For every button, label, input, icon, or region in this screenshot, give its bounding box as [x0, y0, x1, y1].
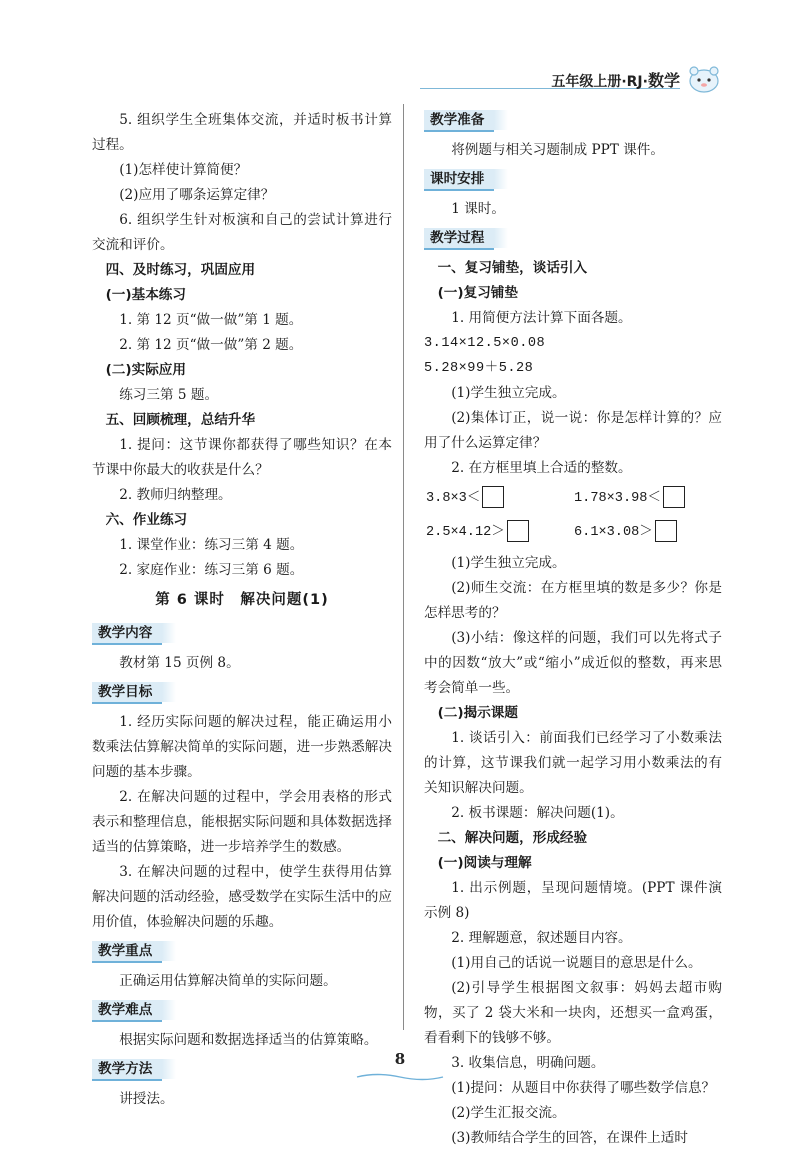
tag-label: 课时安排	[424, 169, 494, 191]
tag-label: 教学难点	[92, 1000, 162, 1022]
info-sub-1: (1)提问：从题目中你获得了哪些数学信息？	[451, 1080, 716, 1096]
schedule: 1 课时。	[451, 201, 505, 217]
review-summary: 2. 教师归纳整理。	[119, 487, 232, 503]
applied-item: 练习三第 5 题。	[119, 387, 219, 403]
section-tag-process	[424, 228, 722, 252]
left-column	[92, 108, 392, 1112]
review-step-2: (2)集体订正，说一说：你是怎样计算的？应用了什么运算定律？	[424, 410, 722, 451]
review-task-1: 1. 用简便方法计算下面各题。	[451, 310, 632, 326]
tag-label: 教学准备	[424, 110, 494, 132]
subheading-basic-practice: (一)基本练习	[105, 287, 186, 303]
answer-box[interactable]	[663, 486, 685, 508]
reading-sub-2: (2)引导学生根据图文叙事：妈妈去超市购物，买了 2 袋大米和一块肉，还想买一盒鸡蛋，看看剩下的钱够不够。	[424, 980, 722, 1046]
section-heading-1: 一、复习铺垫，谈话引入	[437, 260, 588, 276]
answer-box[interactable]	[482, 486, 504, 508]
homework-home: 2. 家庭作业：练习三第 6 题。	[119, 562, 304, 578]
goal-3: 3. 在解决问题的过程中，使学生获得用估算解决问题的活动经验，感受数学在实际生活中的应用价值，体验解决问题的乐趣。	[92, 864, 392, 930]
teaching-method: 讲授法。	[119, 1091, 174, 1107]
mascot-icon	[686, 64, 722, 94]
info-sub-3: (3)教师结合学生的回答，在课件上适时	[451, 1130, 688, 1146]
board-title: 2. 板书课题：解决问题(1)。	[451, 805, 624, 821]
section-tag-schedule	[424, 169, 722, 193]
eq-text: 3.8×3＜	[426, 491, 481, 506]
header-dot: ·	[621, 74, 627, 90]
section-tag-content	[92, 623, 392, 647]
section-heading-5: 五、回顾梳理，总结升华	[105, 412, 256, 428]
page-header	[420, 64, 732, 96]
fill-blank-eq	[574, 519, 677, 547]
blank-step-1: (1)学生独立完成。	[451, 555, 566, 571]
intro-talk: 1. 谈话引入：前面我们已经学习了小数乘法的计算，这节课我们就一起学习用小数乘法的有关知识解决问题。	[424, 730, 722, 796]
fill-blank-eq	[426, 485, 504, 513]
homework-class: 1. 课堂作业：练习三第 4 题。	[119, 537, 304, 553]
difficult-point: 根据实际问题和数据选择适当的估算策略。	[119, 1032, 378, 1048]
page-number: 8	[394, 1050, 406, 1068]
section-tag-goals	[92, 682, 392, 706]
section-heading-6: 六、作业练习	[105, 512, 188, 528]
reading-step-1: 1. 出示例题，呈现问题情境。(PPT 课件演示例 8)	[424, 880, 722, 921]
section-tag-difficult	[92, 1000, 392, 1024]
calc-expression-2: 5.28×99＋5.28	[424, 361, 534, 376]
review-task-2: 2. 在方框里填上合适的整数。	[451, 460, 632, 476]
reading-sub-1: (1)用自己的话说一说题目的意思是什么。	[451, 955, 702, 971]
eq-text: 2.5×4.12＞	[426, 525, 505, 540]
goal-2: 2. 在解决问题的过程中，学会用表格的形式表示和整理信息，能根据实际问题和具体数据选择适当的估算策略，进一步培养学生的数感。	[92, 789, 392, 855]
question-1: (1)怎样使计算简便？	[119, 162, 248, 178]
subheading-review: (一)复习铺垫	[437, 285, 518, 301]
review-step-1: (1)学生独立完成。	[451, 385, 566, 401]
practice-item-2: 2. 第 12 页“做一做”第 2 题。	[119, 337, 303, 353]
section-heading-2: 二、解决问题，形成经验	[437, 830, 588, 846]
info-sub-2: (2)学生汇报交流。	[451, 1105, 566, 1121]
fill-blank-row-1	[424, 485, 722, 513]
tag-label: 教学方法	[92, 1059, 162, 1081]
teaching-content: 教材第 15 页例 8。	[119, 655, 240, 671]
reading-step-3: 3. 收集信息，明确问题。	[451, 1055, 605, 1071]
subheading-reading: (一)阅读与理解	[437, 855, 532, 871]
eq-text: 1.78×3.98＜	[574, 491, 662, 506]
column-divider	[403, 104, 404, 1030]
right-column	[424, 108, 722, 1151]
tag-label: 教学过程	[424, 228, 494, 250]
header-subject: 数学	[647, 71, 680, 90]
book-title	[551, 68, 680, 91]
practice-item-1: 1. 第 12 页“做一做”第 1 题。	[119, 312, 303, 328]
fill-blank-eq	[426, 519, 529, 547]
step-5: 5. 组织学生全班集体交流，并适时板书计算过程。	[92, 112, 392, 153]
tag-label: 教学重点	[92, 941, 162, 963]
tag-label: 教学内容	[92, 623, 162, 645]
header-edition: RJ	[626, 74, 643, 90]
tag-label: 教学目标	[92, 682, 162, 704]
page-number-ornament	[355, 1072, 445, 1082]
key-point: 正确运用估算解决简单的实际问题。	[119, 973, 337, 989]
section-heading-4: 四、及时练习，巩固应用	[105, 262, 256, 278]
answer-box[interactable]	[507, 520, 529, 542]
goal-1: 1. 经历实际问题的解决过程，能正确运用小数乘法估算解决简单的实际问题，进一步熟悉解决问题的基本步骤。	[92, 714, 392, 780]
eq-text: 6.1×3.08＞	[574, 525, 653, 540]
teaching-prep: 将例题与相关习题制成 PPT 课件。	[451, 142, 664, 158]
blank-step-2: (2)师生交流：在方框里填的数是多少？你是怎样思考的？	[424, 580, 722, 621]
subheading-reveal-topic: (二)揭示课题	[437, 705, 518, 721]
lesson-title: 第 6 课时 解决问题(1)	[155, 592, 329, 608]
reading-step-2: 2. 理解题意，叙述题目内容。	[451, 930, 632, 946]
header-grade: 五年级上册	[551, 74, 622, 90]
answer-box[interactable]	[655, 520, 677, 542]
review-question: 1. 提问：这节课你都获得了哪些知识？在本节课中你最大的收获是什么？	[92, 437, 392, 478]
blank-summary: (3)小结：像这样的问题，我们可以先将式子中的因数“放大”或“缩小”成近似的整数，再来思考会简单一些。	[424, 630, 722, 696]
header-dot: ·	[642, 74, 648, 90]
step-6: 6. 组织学生针对板演和自己的尝试计算进行交流和评价。	[92, 212, 392, 253]
question-2: (2)应用了哪条运算定律？	[119, 187, 275, 203]
calc-expression-1: 3.14×12.5×0.08	[424, 336, 546, 351]
fill-blank-row-2	[424, 519, 722, 547]
subheading-applied-practice: (二)实际应用	[105, 362, 186, 378]
section-tag-key	[92, 941, 392, 965]
fill-blank-eq	[574, 485, 685, 513]
section-tag-prep	[424, 110, 722, 134]
